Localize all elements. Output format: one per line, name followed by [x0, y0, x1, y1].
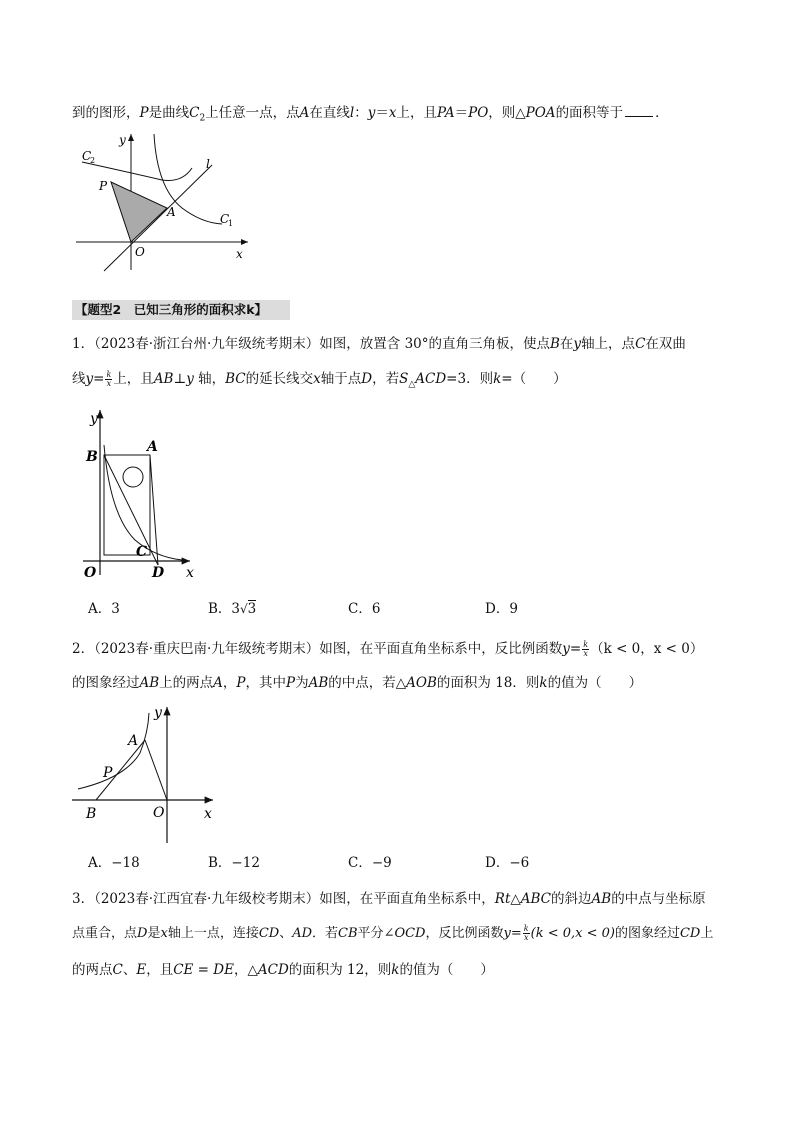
section-heading: 【题型2 已知三角形的面积求k】 [72, 300, 290, 320]
label-y: y [154, 705, 162, 721]
q2-option-a[interactable]: A．−18 [88, 855, 140, 871]
label-c1: C [220, 212, 230, 226]
fraction-k-over-x: $\frac{k}{x}$ [583, 640, 589, 658]
label-a: A [128, 733, 139, 749]
label-y: y [119, 133, 126, 147]
label-a: A [167, 205, 176, 219]
label-c2-sub: 2 [90, 156, 96, 165]
triangle-poa [111, 182, 167, 242]
label-o: O [84, 565, 97, 581]
hyperbola [78, 713, 149, 789]
q1-option-a[interactable]: A．3 [88, 601, 120, 617]
label-c2: C [82, 149, 92, 163]
label-a: A [147, 439, 158, 455]
q1-line1: 1．（2023春·浙江台州·九年级统考期末）如图，放置含 30°的直角三角板，使点B在y轴上，点C在双曲 [72, 336, 686, 352]
label-b: B [86, 449, 98, 465]
label-x: x [186, 565, 194, 581]
label-o: O [153, 805, 165, 821]
q2-option-d[interactable]: D．−6 [485, 855, 530, 871]
q3-line2: 点重合，点D是x轴上一点，连接CD、AD．若CB平分∠OCD，反比例函数y= $\frac{k}{x}$ (k < 0,x < 0)的图象经过CD上 [72, 924, 714, 942]
q3-line3: 的两点C、E，且CE = DE，△ACD的面积为 12，则k的值为（ ） [72, 962, 494, 978]
q1-option-c[interactable]: C．6 [348, 601, 381, 617]
answer-blank [625, 104, 653, 117]
label-c1-sub: 1 [228, 219, 234, 228]
label-l: l [206, 157, 210, 171]
intro-text: 到的图形，P是曲线$C_2$上任意一点，点A在直线l：y＝x上，且PA＝PO，则△POA的面积等于 ． [72, 105, 669, 124]
label-b: B [86, 806, 97, 822]
q2-option-b[interactable]: B．−12 [208, 855, 260, 871]
label-p: P [103, 765, 113, 781]
figure-2 [80, 405, 220, 580]
hyperbola [104, 445, 182, 560]
fraction-k-over-x: $\frac{k}{x}$ [106, 370, 112, 388]
segment-ao [145, 740, 167, 800]
label-p: P [99, 179, 108, 193]
q2-line1: 2．（2023春·重庆巴南·九年级统考期末）如图，在平面直角坐标系中，反比例函数y= $\frac{k}{x}$ （k < 0，x < 0） [72, 640, 704, 658]
label-c: C [136, 544, 148, 560]
label-d: D [152, 565, 165, 581]
q1-option-d[interactable]: D．9 [485, 601, 518, 617]
line-l [104, 165, 212, 271]
fraction-k-over-x: $\frac{k}{x}$ [523, 924, 529, 942]
figure-3 [70, 703, 230, 843]
q3-line1: 3．（2023春·江西宜春·九年级校考期末）如图，在平面直角坐标系中，Rt△ABC的斜边AB的中点与坐标原 [72, 891, 706, 907]
label-x: x [204, 806, 212, 822]
q2-option-c[interactable]: C．−9 [348, 855, 392, 871]
set-square-hole [123, 467, 143, 487]
q2-line2: 的图象经过AB上的两点A，P，其中P为AB的中点，若△AOB的面积为 18．则k的值为（ ） [72, 675, 643, 691]
label-x: x [236, 247, 243, 261]
figure-1 [72, 128, 272, 278]
label-o: O [135, 245, 145, 259]
label-y: y [90, 411, 98, 427]
curve-c2 [82, 162, 192, 181]
q1-line2: 线y= $\frac{k}{x}$ 上，且AB⊥y 轴，BC的延长线交x轴于点D，若$S_\triangle ACD=3$．则k=（ ） [72, 370, 567, 390]
q1-option-b[interactable]: B．3√3 [208, 601, 257, 617]
segment-ad [150, 455, 158, 565]
